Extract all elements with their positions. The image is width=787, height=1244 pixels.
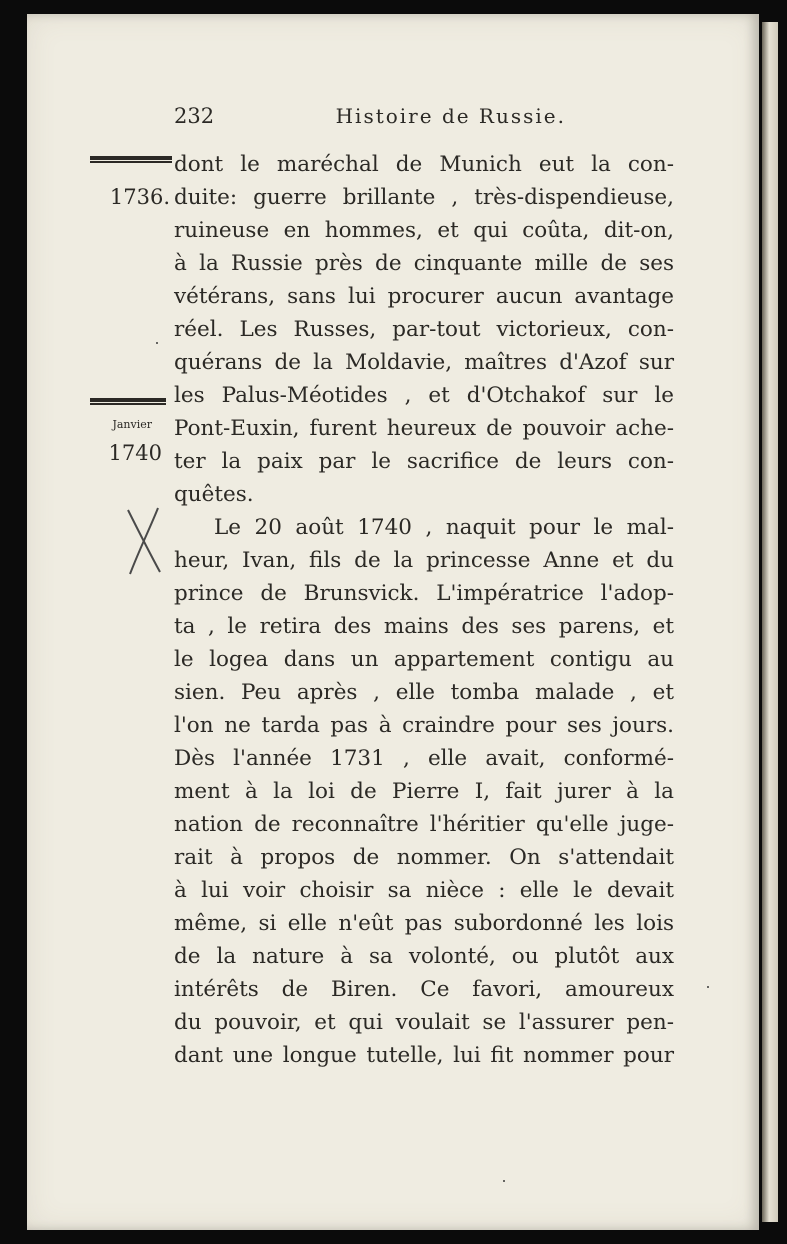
page-number: 232 (174, 104, 215, 128)
text-line: heur, Ivan, fils de la princesse Anne et du (174, 548, 674, 573)
text-line: dont le maréchal de Munich eut la con- (174, 152, 674, 177)
text-line: du pouvoir, et qui voulait se l'assurer pen- (174, 1010, 674, 1035)
margin-year-1740: 1740 (108, 441, 162, 465)
text-line: ment à la loi de Pierre I, fait jurer à la (174, 779, 674, 804)
adjacent-page-edge (762, 22, 778, 1222)
text-line: dant une longue tutelle, lui fit nommer pour (174, 1043, 674, 1068)
text-line: à la Russie près de cinquante mille de ses (174, 251, 674, 276)
text-line: rait à propos de nommer. On s'attendait (174, 845, 674, 870)
paper-speck (503, 1180, 505, 1182)
text-line: ruineuse en hommes, et qui coûta, dit-on, (174, 218, 674, 243)
text-line: sien. Peu après , elle tomba malade , et (174, 680, 674, 705)
text-line: duite: guerre brillante , très-dispendieuse, (174, 185, 674, 210)
text-line: Le 20 août 1740 , naquit pour le mal- (214, 515, 674, 540)
text-line: Pont-Euxin, furent heureux de pouvoir ache- (174, 416, 674, 441)
text-line: le logea dans un appartement contigu au (174, 647, 674, 672)
text-line: quérans de la Moldavie, maîtres d'Azof sur (174, 350, 674, 375)
margin-rule-top (90, 156, 172, 161)
margin-year-1736: 1736. (109, 185, 170, 209)
text-line: prince de Brunsvick. L'impératrice l'adop- (174, 581, 674, 606)
paper-speck (707, 986, 709, 988)
margin-rule-middle (90, 398, 166, 403)
text-line: Dès l'année 1731 , elle avait, conformé- (174, 746, 674, 771)
page-header (174, 104, 566, 134)
text-line: réel. Les Russes, par-tout victorieux, con- (174, 317, 674, 342)
text-line: de la nature à sa volonté, ou plutôt aux (174, 944, 674, 969)
text-line: à lui voir choisir sa nièce : elle le devait (174, 878, 674, 903)
text-line: l'on ne tarda pas à craindre pour ses jours. (174, 713, 674, 738)
margin-month-janvier: Janvier (112, 418, 152, 431)
paper-speck (156, 342, 158, 344)
text-line: les Palus-Méotides , et d'Otchakof sur le (174, 383, 674, 408)
text-line: nation de reconnaître l'héritier qu'elle juge- (174, 812, 674, 837)
handwritten-x-mark (124, 502, 164, 578)
text-line: vétérans, sans lui procurer aucun avantage (174, 284, 674, 309)
text-line: ta , le retira des mains des ses parens, et (174, 614, 674, 639)
text-line: même, si elle n'eût pas subordonné les lois (174, 911, 674, 936)
running-title: Histoire de Russie. (335, 104, 566, 128)
text-line: intérêts de Biren. Ce favori, amoureux (174, 977, 674, 1002)
text-line: ter la paix par le sacrifice de leurs con- (174, 449, 674, 474)
text-line: quêtes. (174, 482, 254, 507)
